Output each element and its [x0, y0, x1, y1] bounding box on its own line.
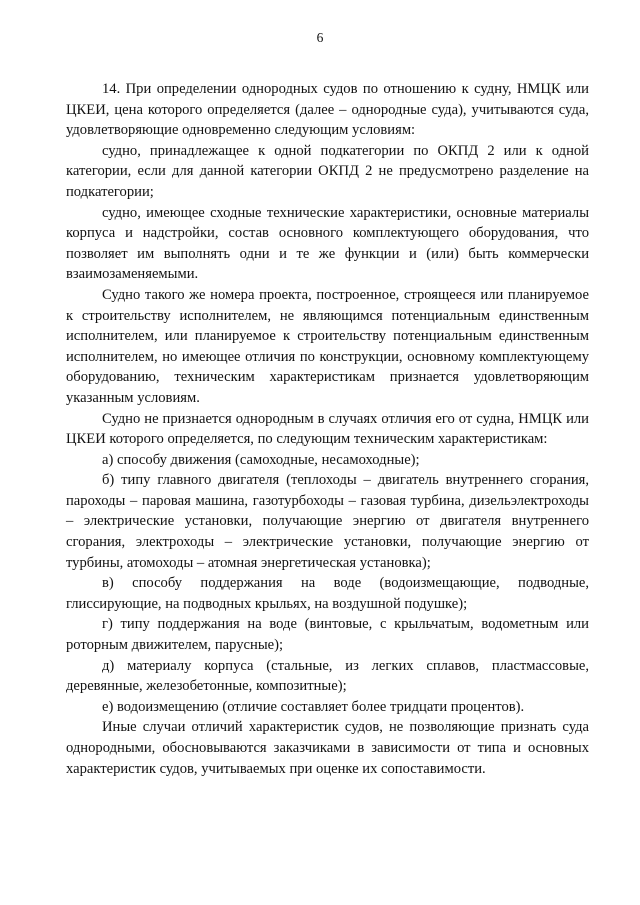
condition-subcategory: судно, принадлежащее к одной подкатегории по ОКПД 2 или к одной категории, если для данной категории ОКПД 2 не предусмотрено разделение на подкатегории; — [66, 142, 589, 200]
non-homogeneous-intro: Судно не признается однородным в случаях отличия его от судна, НМЦК или ЦКЕИ которого определяется, по следующим техническим характеристикам: — [66, 410, 589, 448]
list-item-g: г) типу поддержания на воде (винтовые, с крыльчатым, водометным или роторным движителем, парусные); — [66, 616, 589, 654]
condition-characteristics: судно, имеющее сходные технические характеристики, основные материалы корпуса и надстройки, состав основного комплектующего оборудования, что позволяет им выполнять одни и те же функции и (или) быть коммерчески взаимозаменяемыми. — [66, 204, 589, 283]
list-item-e: е) водоизмещению (отличие составляет более тридцати процентов). — [102, 698, 525, 715]
list-item-b: б) типу главного двигателя (теплоходы – двигатель внутреннего сгорания, пароходы – паровая машина, газотурбоходы – газовая турбина, дизельэлектроходы – электрические установки, получающие энергию от двигателя внутреннего сгорания, электроходы – электрические установки, получающие энергию от турбины, атомоходы – атомная энергетическая установка); — [66, 472, 589, 571]
document-body — [66, 79, 589, 779]
list-item-v: в) способу поддержания на воде (водоизмещающие, подводные, глиссирующие, на подводных крыльях, на воздушной подушке); — [66, 575, 589, 612]
list-item-a: а) способу движения (самоходные, несамоходные); — [102, 451, 420, 468]
same-project-clause: Судно такого же номера проекта, построенное, строящееся или планируемое к строительству исполнителем, не являющимся потенциальным единственным исполнителем, или планируемое к строительству потенциальным единственным исполнителем, но имеющее отличия по конструкции, основному комплектующему оборудованию, техническим характеристикам признается удовлетворяющим указанным условиям. — [66, 286, 589, 406]
other-cases-paragraph: Иные случаи отличий характеристик судов, не позволяющие признать суда однородными, обосновываются заказчиками в зависимости от типа и основных характеристик судов, учитываемых при оценке их сопоставимости. — [66, 719, 589, 777]
paragraph-14-intro: 14. При определении однородных судов по отношению к судну, НМЦК или ЦКЕИ, цена которого определяется (далее – однородные суда), учитываются суда, удовлетворяющие одновременно следующим условиям: — [66, 81, 589, 139]
page-number: 6 — [316, 30, 324, 45]
list-item-d: д) материалу корпуса (стальные, из легких сплавов, пластмассовые, деревянные, железобетонные, композитные); — [66, 657, 589, 695]
